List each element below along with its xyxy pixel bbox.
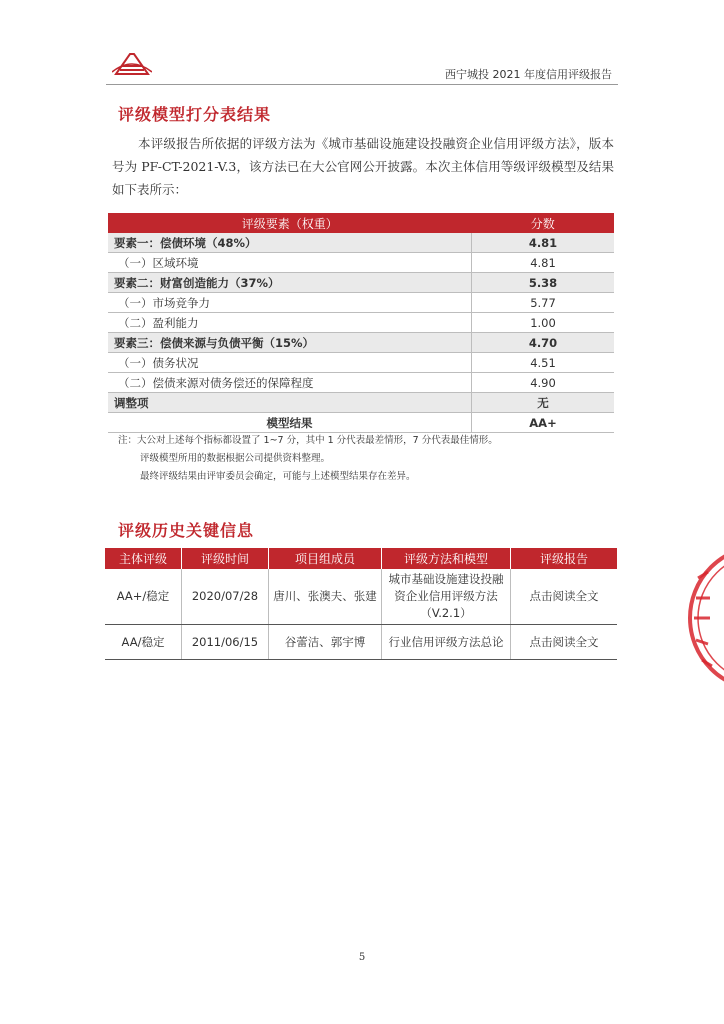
- cell-method: 行业信用评级方法总论: [382, 625, 511, 660]
- intro-paragraph: 本评级报告所依据的评级方法为《城市基础设施建设投融资企业信用评级方法》，版本号为 PF-CT-2021-V.3，该方法已在大公官网公开披露。本次主体信用等级评级模型及结果如下表所示：: [112, 136, 614, 197]
- row-label: （一）区域环境: [108, 253, 472, 273]
- header-divider: [106, 84, 618, 85]
- row-score: 4.81: [472, 233, 615, 253]
- row-label: 要素三：偿债来源与负债平衡（15%）: [108, 333, 472, 353]
- section-title-model-score: 评级模型打分表结果: [118, 105, 272, 124]
- table-header-row: [105, 548, 617, 569]
- table-row: [108, 273, 614, 293]
- row-label: （二）偿债来源对债务偿还的保障程度: [108, 373, 472, 393]
- read-full-text-link[interactable]: 点击阅读全文: [511, 625, 618, 660]
- row-label: （二）盈利能力: [108, 313, 472, 333]
- table-row: [108, 313, 614, 333]
- cell-date: 2020/07/28: [182, 569, 269, 625]
- cell-method: 城市基础设施建设投融资企业信用评级方法（V.2.1）: [382, 569, 511, 625]
- running-header: 西宁城投 2021 年度信用评级报告: [445, 68, 612, 81]
- header-date: 评级时间: [182, 548, 269, 569]
- row-label: （一）债务状况: [108, 353, 472, 373]
- table-row: [108, 253, 614, 273]
- read-full-text-link[interactable]: 点击阅读全文: [511, 569, 618, 625]
- company-logo-icon: [112, 52, 152, 76]
- row-label: 要素一：偿债环境（48%）: [108, 233, 472, 253]
- row-label: 模型结果: [108, 413, 472, 433]
- note-line: 最终评级结果由评审委员会确定，可能与上述模型结果存在差异。: [140, 471, 416, 482]
- table-row: [108, 333, 614, 353]
- row-score: 4.51: [472, 353, 615, 373]
- table-row: [108, 373, 614, 393]
- table-row: [108, 293, 614, 313]
- header-members: 项目组成员: [269, 548, 382, 569]
- row-score: 4.81: [472, 253, 615, 273]
- model-score-table: [108, 213, 614, 433]
- note-line: 评级模型所用的数据根据公司提供资料整理。: [140, 453, 331, 464]
- rating-history-table: [105, 548, 617, 660]
- row-label: （一）市场竞争力: [108, 293, 472, 313]
- row-score: 4.90: [472, 373, 615, 393]
- cell-date: 2011/06/15: [182, 625, 269, 660]
- header-report: 评级报告: [511, 548, 618, 569]
- header-rating: 主体评级: [105, 548, 182, 569]
- section-title-rating-history: 评级历史关键信息: [118, 521, 255, 540]
- table-row: [108, 393, 614, 413]
- page-number: 5: [358, 952, 366, 963]
- table-row: [108, 413, 614, 433]
- table-row: [108, 353, 614, 373]
- cell-rating: AA+/稳定: [105, 569, 182, 625]
- row-score: 无: [472, 393, 615, 413]
- row-score: 5.38: [472, 273, 615, 293]
- row-score: 1.00: [472, 313, 615, 333]
- header-method: 评级方法和模型: [382, 548, 511, 569]
- header-score: 分数: [472, 213, 615, 233]
- row-label: 要素二：财富创造能力（37%）: [108, 273, 472, 293]
- cell-members: 唐川、张澳夫、张建: [269, 569, 382, 625]
- header-element: 评级要素（权重）: [108, 213, 472, 233]
- table-row: [108, 233, 614, 253]
- row-score: 4.70: [472, 333, 615, 353]
- row-score: AA+: [472, 413, 615, 433]
- cell-members: 谷蕾洁、郭宇博: [269, 625, 382, 660]
- note-line: 注：大公对上述每个指标都设置了 1~7 分，其中 1 分代表最差情形，7 分代表最佳情形。: [118, 435, 498, 446]
- row-label: 调整项: [108, 393, 472, 413]
- table-header-row: [108, 213, 614, 233]
- table-row: [105, 625, 617, 660]
- cell-rating: AA/稳定: [105, 625, 182, 660]
- company-seal-stamp-icon: [684, 548, 724, 688]
- table-notes: [118, 432, 498, 486]
- row-score: 5.77: [472, 293, 615, 313]
- table-row: [105, 569, 617, 625]
